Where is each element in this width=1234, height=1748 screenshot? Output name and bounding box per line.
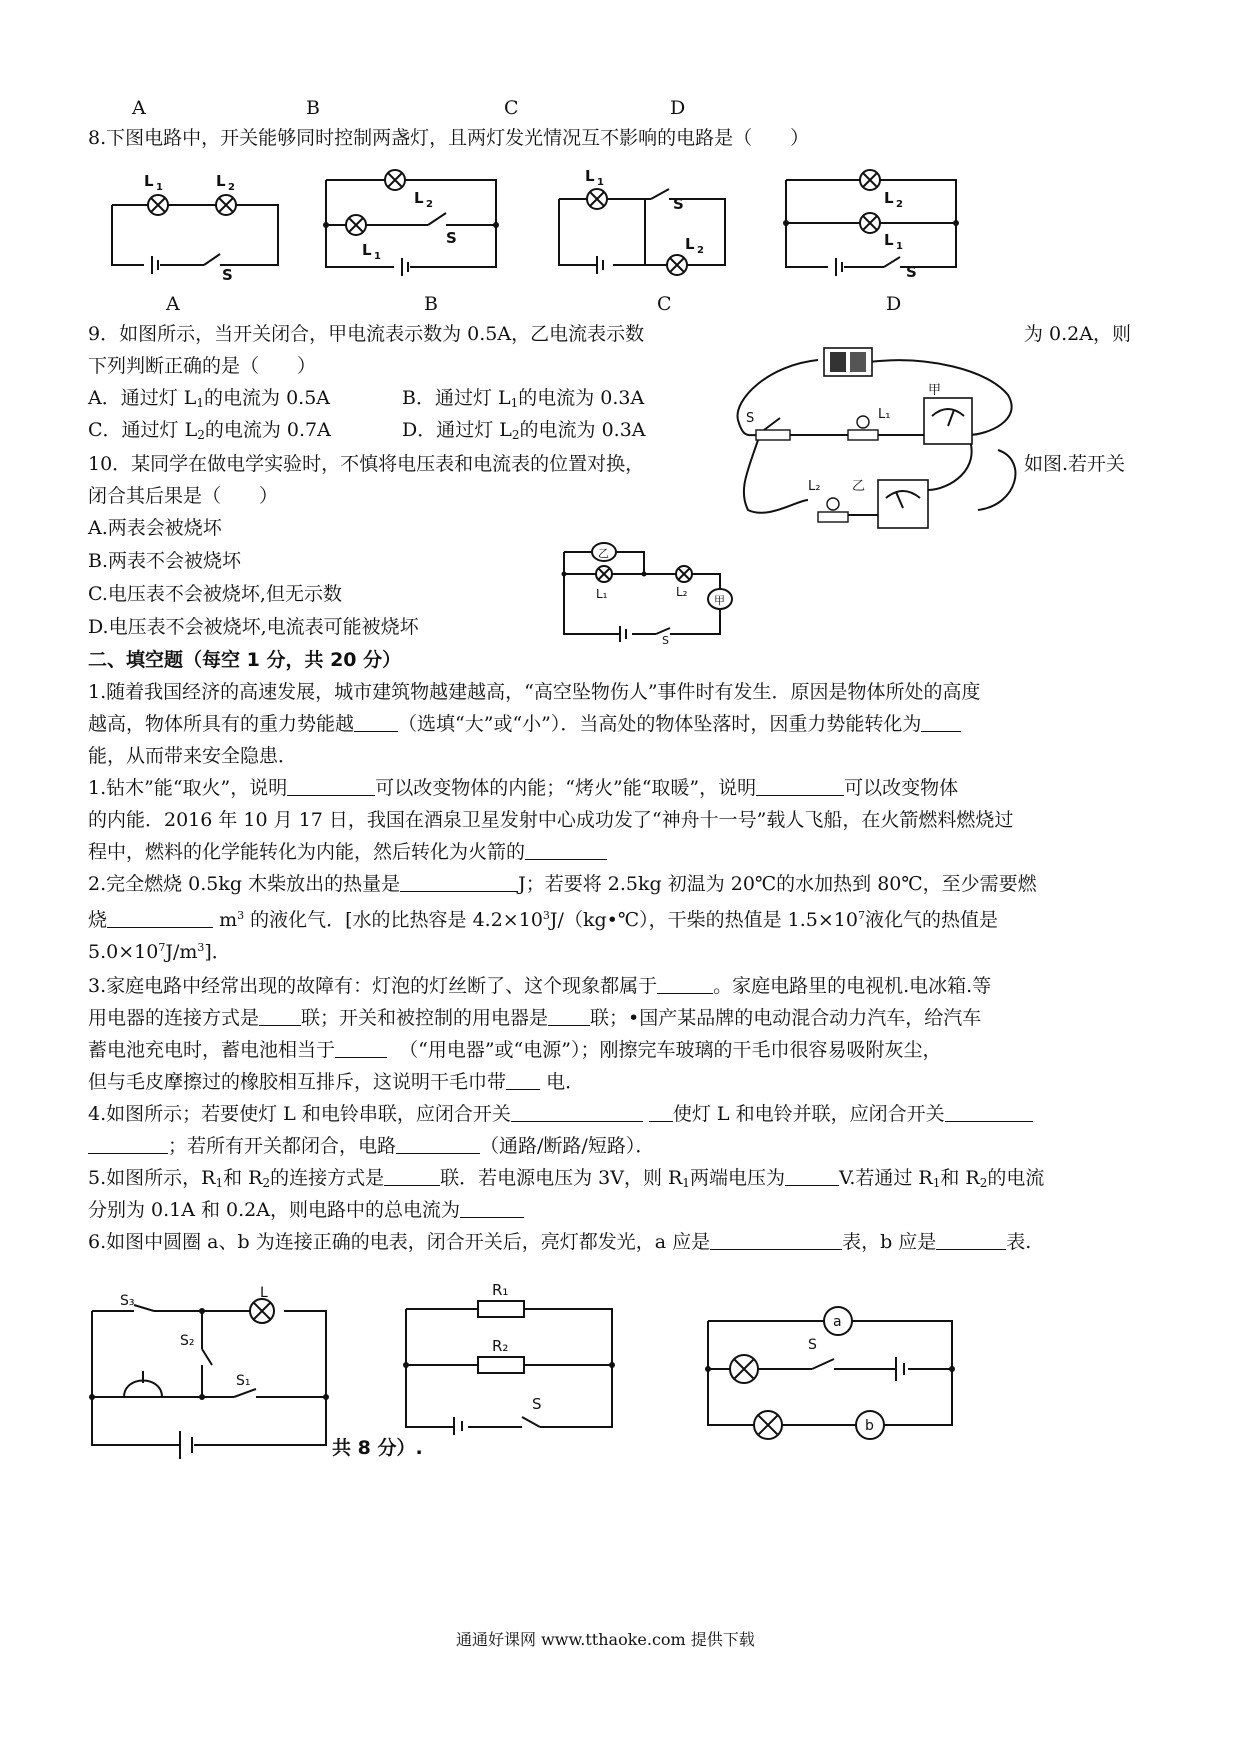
fill5-blank-2[interactable] xyxy=(785,1167,839,1186)
q10-stem-line1: 10．某同学在做电学实验时，不慎将电压表和电流表的位置对换， xyxy=(88,453,645,475)
q9-fig-yi-label: 乙 xyxy=(852,479,866,494)
fill4-blank-1[interactable] xyxy=(511,1103,643,1122)
bottom-circuit-bell-figure xyxy=(84,1285,334,1461)
fill1b-line1: 1.钻木”能“取火”，说明 可以改变物体的内能；“烤火”能“取暖”，说明 可以改变物体 xyxy=(88,777,959,799)
fill6-blank-2[interactable] xyxy=(936,1231,1006,1250)
fill1b-blank-3[interactable] xyxy=(525,841,607,860)
fig1-l-label: L xyxy=(260,1285,268,1301)
section2-title: 二、填空题（每空 1 分，共 20 分） xyxy=(88,649,402,671)
fig2-s-label: S xyxy=(532,1395,542,1413)
fig1-s3-label: S₃ xyxy=(120,1293,135,1309)
fill1-blank-2[interactable] xyxy=(921,713,961,732)
q8-stem: 8.下图电路中，开关能够同时控制两盏灯，且两灯发光情况互不影响的电路是（ ） xyxy=(88,127,810,149)
fill3-line4: 但与毛皮摩擦过的橡胶相互排斥，这说明干毛巾带 电． xyxy=(88,1071,585,1093)
q8c-l1-sub: 1 xyxy=(597,177,604,188)
fill4-blank-1b[interactable] xyxy=(649,1103,673,1122)
q8-option-c: C xyxy=(657,293,672,315)
fill3-line1: 3.家庭电路中经常出现的故障有：灯泡的灯丝断了、这个现象都属于 。家庭电路里的电视机.电冰箱.等 xyxy=(88,975,992,997)
q8b-l2-sub: 2 xyxy=(426,199,433,210)
q10-fig-l2-label: L₂ xyxy=(676,585,688,599)
q10-stem-line1-tail: 如图.若开关 xyxy=(1024,453,1126,475)
q8d-l2-label: L xyxy=(884,189,894,207)
q10-fig-l1-label: L₁ xyxy=(596,587,608,601)
fill1-line1: 1.随着我国经济的高速发展，城市建筑物越建越高，“高空坠物伤人”事件时有发生．原因是物体所处的高度 xyxy=(88,681,981,703)
q10-fig-jia-label: 甲 xyxy=(714,594,725,607)
fill2-line3: $5.0\times 10^7J/m^3$]． xyxy=(88,941,231,963)
q8-option-a: A xyxy=(166,293,180,315)
fill6-blank-1[interactable] xyxy=(710,1231,842,1250)
q8b-l2-label: L xyxy=(414,189,424,207)
fill1b-line3: 程中，燃料的化学能转化为内能，然后转化为火箭的 xyxy=(88,840,607,864)
q10-fig-s-label: S xyxy=(662,634,669,647)
q10-option-a: A.两表会被烧坏 xyxy=(88,517,222,539)
fill3-blank-1[interactable] xyxy=(657,975,713,994)
fig1-s1-label: S₁ xyxy=(236,1373,251,1389)
q8-option-b: B xyxy=(424,293,438,315)
fill1b-blank-2[interactable] xyxy=(756,777,844,796)
q7-option-d: D xyxy=(670,97,686,119)
fill4-line2: ；若所有开关都闭合，电路 （通路/断路/短路）． xyxy=(88,1134,654,1158)
fill2-blank-1[interactable] xyxy=(400,873,518,892)
q7-option-c: C xyxy=(504,97,519,119)
fill4-blank-2b[interactable] xyxy=(88,1135,168,1154)
fig3-s-label: S xyxy=(808,1337,817,1353)
fig2-r1-label: R₁ xyxy=(492,1281,509,1299)
bottom-circuit-meters-figure xyxy=(700,1305,960,1445)
fill2-line2: 烧 $m^3$ 的液化气．[水的比热容是 $4.2\times 10^3J/(kg•℃)$，干柴的热值是 $1.5\times 10^7$液化气的热值是 xyxy=(88,909,998,931)
fill6-line1: 6.如图中圆圈 a、b 为连接正确的电表，闭合开关后，亮灯都发光，a 应是 表，b 应是 表. xyxy=(88,1231,1032,1253)
fill3-blank-2[interactable] xyxy=(259,1007,301,1026)
q9-stem-line1: 9．如图所示，当开关闭合，甲电流表示数为 0.5A，乙电流表示数 xyxy=(88,323,645,345)
fig3-b-label: b xyxy=(865,1418,874,1434)
q8c-l2-label: L xyxy=(685,235,695,253)
q10-option-b: B.两表不会被烧坏 xyxy=(88,550,242,572)
bottom-text-fragment: 共 8 分）. xyxy=(332,1437,423,1459)
q8c-l2-sub: 2 xyxy=(697,245,704,256)
q8-option-d: D xyxy=(886,293,902,315)
q10-option-c: C.电压表不会被烧坏,但无示数 xyxy=(88,583,342,605)
fill3-line2: 用电器的连接方式是 联；开关和被控制的用电器是 联；•国产某品牌的电动混合动力汽车，给汽车 xyxy=(88,1007,982,1029)
q8-circuit-c xyxy=(555,165,745,280)
q9-option-c: C．通过灯 $L_2$的电流为 0.7A xyxy=(88,419,331,442)
fill4-blank-3[interactable] xyxy=(396,1135,480,1154)
q8a-s-label: S xyxy=(222,266,233,284)
fig3-a-label: a xyxy=(833,1314,842,1330)
fill5-line2: 分别为 0.1A 和 0.2A，则电路中的总电流为 xyxy=(88,1198,524,1222)
q8b-l1-sub: 1 xyxy=(374,251,381,262)
q8-circuit-b xyxy=(320,165,510,280)
q9-fig-l2-label: L₂ xyxy=(808,479,821,494)
page-footer: 通通好课网 www.tthaoke.com 提供下载 xyxy=(456,1630,755,1649)
q9-fig-s-label: S xyxy=(746,411,755,426)
fill3-blank-5[interactable] xyxy=(506,1071,540,1090)
q9-stem-line1-tail: 为 0.2A，则 xyxy=(1024,323,1131,345)
q9-physical-circuit-figure xyxy=(728,340,1020,555)
q10-stem-line2: 闭合其后果是（ ） xyxy=(88,485,279,507)
bottom-circuit-resistors-figure xyxy=(400,1281,622,1435)
q10-circuit-figure xyxy=(560,538,740,647)
q8a-l2-label: L xyxy=(216,172,226,190)
q10-fig-yi-label: 乙 xyxy=(598,547,609,560)
q8d-s-label: S xyxy=(906,263,917,281)
q9-stem-line2: 下列判断正确的是（ ） xyxy=(88,355,317,377)
fill2-line1: 2.完全燃烧 0.5kg 木柴放出的热量是 J；若要将 2.5kg 初温为 20℃的水加热到 80℃，至少需要燃 xyxy=(88,873,1037,895)
q10-option-d: D.电压表不会被烧坏,电流表可能被烧坏 xyxy=(88,616,419,638)
fill1-line3: 能，从而带来安全隐患． xyxy=(88,745,298,767)
fill1-blank-1[interactable] xyxy=(354,713,398,732)
fill3-line3: 蓄电池充电时，蓄电池相当于 （“用电器”或“电源”）；刚擦完车玻璃的干毛巾很容易吸附灰尘， xyxy=(88,1039,942,1061)
fill5-blank-3[interactable] xyxy=(460,1199,524,1218)
fill1b-line2: 的内能．2016 年 10 月 17 日，我国在酒泉卫星发射中心成功发了“神舟十一号”载人飞船，在火箭燃料燃烧过 xyxy=(88,809,1014,831)
fill5-blank-1[interactable] xyxy=(384,1167,440,1186)
q8a-l1-sub: 1 xyxy=(156,182,163,193)
q9-fig-jia-label: 甲 xyxy=(928,383,942,398)
q7-option-a: A xyxy=(132,97,146,119)
q8d-l1-sub: 1 xyxy=(896,241,903,252)
fill1b-blank-1[interactable] xyxy=(287,777,375,796)
q9-fig-l1-label: L₁ xyxy=(878,407,891,422)
q8-circuit-a xyxy=(100,170,290,284)
q8a-l2-sub: 2 xyxy=(228,182,235,193)
q8d-l2-sub: 2 xyxy=(896,199,903,210)
fig1-s2-label: S₂ xyxy=(180,1333,195,1349)
q8a-l1-label: L xyxy=(144,172,154,190)
q8d-l1-label: L xyxy=(884,231,894,249)
fill4-blank-2[interactable] xyxy=(945,1103,1033,1122)
q8-circuit-d xyxy=(780,165,970,280)
q8c-s-label: S xyxy=(673,195,684,213)
q9-option-d: D．通过灯 $L_2$的电流为 0.3A xyxy=(402,419,646,442)
fill5-line1: 5.如图所示，$R_1$和 $R_2$的连接方式是 联．若电源电压为 3V，则 $R_1$两端电压为 V.若通过 $R_1$和 $R_2$的电流 xyxy=(88,1167,1045,1190)
fig2-r2-label: R₂ xyxy=(492,1337,509,1355)
fill2-blank-2[interactable] xyxy=(107,909,213,928)
q9-option-a: A．通过灯 $L_1$的电流为 0.5A xyxy=(88,387,331,410)
fill1-line2: 越高，物体所具有的重力势能越 （选填“大”或“小”）．当高处的物体坠落时，因重力势能转化为 xyxy=(88,712,961,736)
fill4-line1: 4.如图所示；若要使灯 L 和电铃串联，应闭合开关 使灯 L 和电铃并联，应闭合开关 xyxy=(88,1102,1033,1126)
fill3-blank-3[interactable] xyxy=(548,1007,590,1026)
q9-option-b: B．通过灯 $L_1$的电流为 0.3A xyxy=(402,387,645,410)
q8b-s-label: S xyxy=(446,229,457,247)
q7-option-b: B xyxy=(306,97,320,119)
fill3-blank-4[interactable] xyxy=(335,1039,387,1058)
q8b-l1-label: L xyxy=(362,241,372,259)
q8c-l1-label: L xyxy=(585,167,595,185)
